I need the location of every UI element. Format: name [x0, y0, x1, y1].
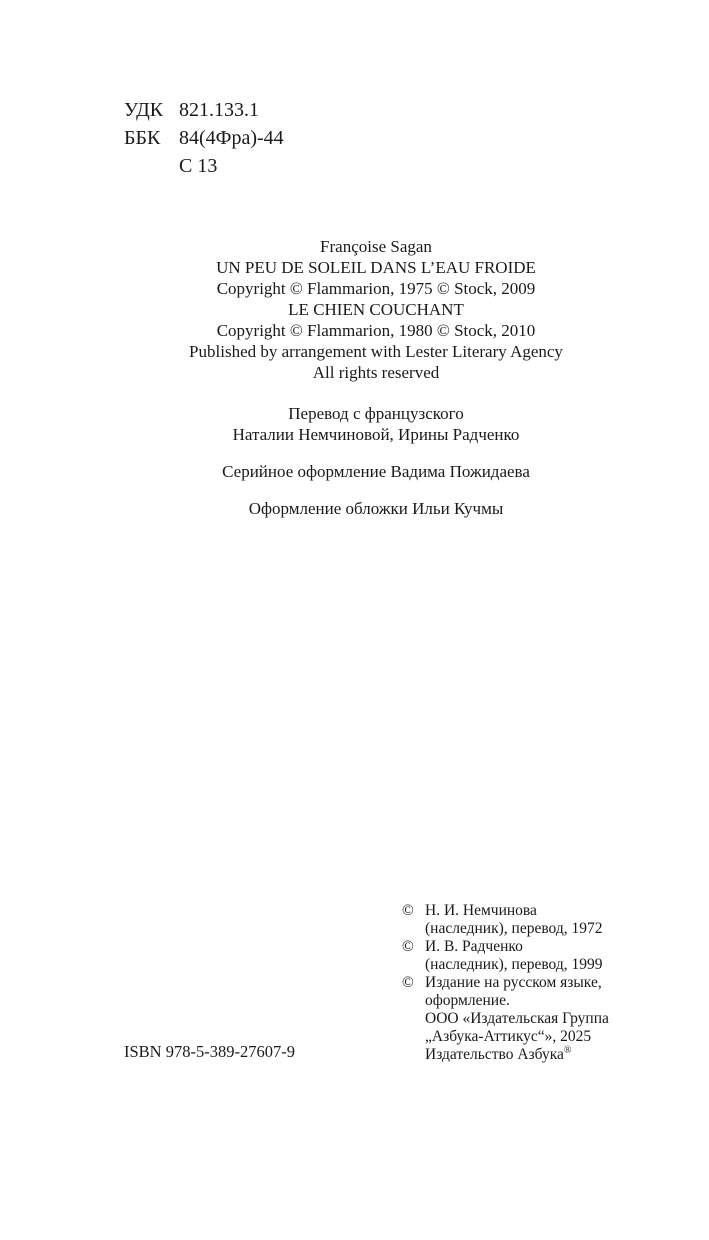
registered-mark: ®: [563, 1044, 572, 1056]
copyright-line-2: Copyright © Flammarion, 1980 © Stock, 2010: [216, 321, 536, 340]
copyright-entry-line: И. В. Радченко: [425, 938, 523, 955]
publisher-name: Издательство Азбука: [425, 1046, 564, 1063]
udk-label: УДК: [124, 99, 164, 121]
arrangement-note: Published by arrangement with Lester Literary Agency: [189, 342, 563, 361]
translation-label: Перевод с французского: [288, 404, 464, 423]
series-design-credit: Серийное оформление Вадима Пожидаева: [222, 462, 530, 481]
copyright-entry: [402, 938, 609, 974]
author-mark: С 13: [179, 155, 218, 177]
udk-value: 821.133.1: [179, 99, 259, 121]
copyright-entry-line: (наследник), перевод, 1999: [425, 956, 603, 973]
translators: Наталии Немчиновой, Ирины Радченко: [232, 425, 520, 444]
copyright-entry-line: оформление.: [425, 992, 510, 1009]
copyright-entry-line: (наследник), перевод, 1972: [425, 920, 603, 937]
copyright-line-1: Copyright © Flammarion, 1975 © Stock, 2009: [216, 279, 536, 298]
bbk-value: 84(4Фра)-44: [179, 127, 284, 149]
original-title-2: LE CHIEN COUCHANT: [288, 300, 464, 319]
copyright-entry-line: „Азбука-Аттикус“», 2025: [425, 1028, 592, 1045]
original-title-1: UN PEU DE SOLEIL DANS L’EAU FROIDE: [216, 258, 536, 277]
original-author: Françoise Sagan: [320, 237, 432, 256]
copyright-entry-line: Н. И. Немчинова: [425, 902, 537, 919]
rights-note: All rights reserved: [312, 363, 440, 382]
copyright-entry-line: ООО «Издательская Группа: [425, 1010, 609, 1027]
udk-row: [124, 96, 284, 124]
classification-block: [124, 96, 284, 180]
copyright-symbol: ©: [402, 974, 414, 991]
copyright-entry: [402, 974, 609, 1064]
author-mark-row: [124, 152, 284, 180]
publisher-line: [425, 1046, 609, 1064]
credits-block: [0, 236, 709, 519]
bbk-row: [124, 124, 284, 152]
copyright-entry-line: Издание на русском языке,: [425, 974, 602, 991]
copyright-entry: [402, 902, 609, 938]
copyright-notices: [402, 902, 609, 1064]
isbn: ISBN 978-5-389-27607-9: [124, 1042, 295, 1061]
copyright-symbol: ©: [402, 902, 414, 919]
copyright-symbol: ©: [402, 938, 414, 955]
bbk-label: ББК: [124, 127, 161, 149]
cover-design-credit: Оформление обложки Ильи Кучмы: [248, 499, 504, 518]
